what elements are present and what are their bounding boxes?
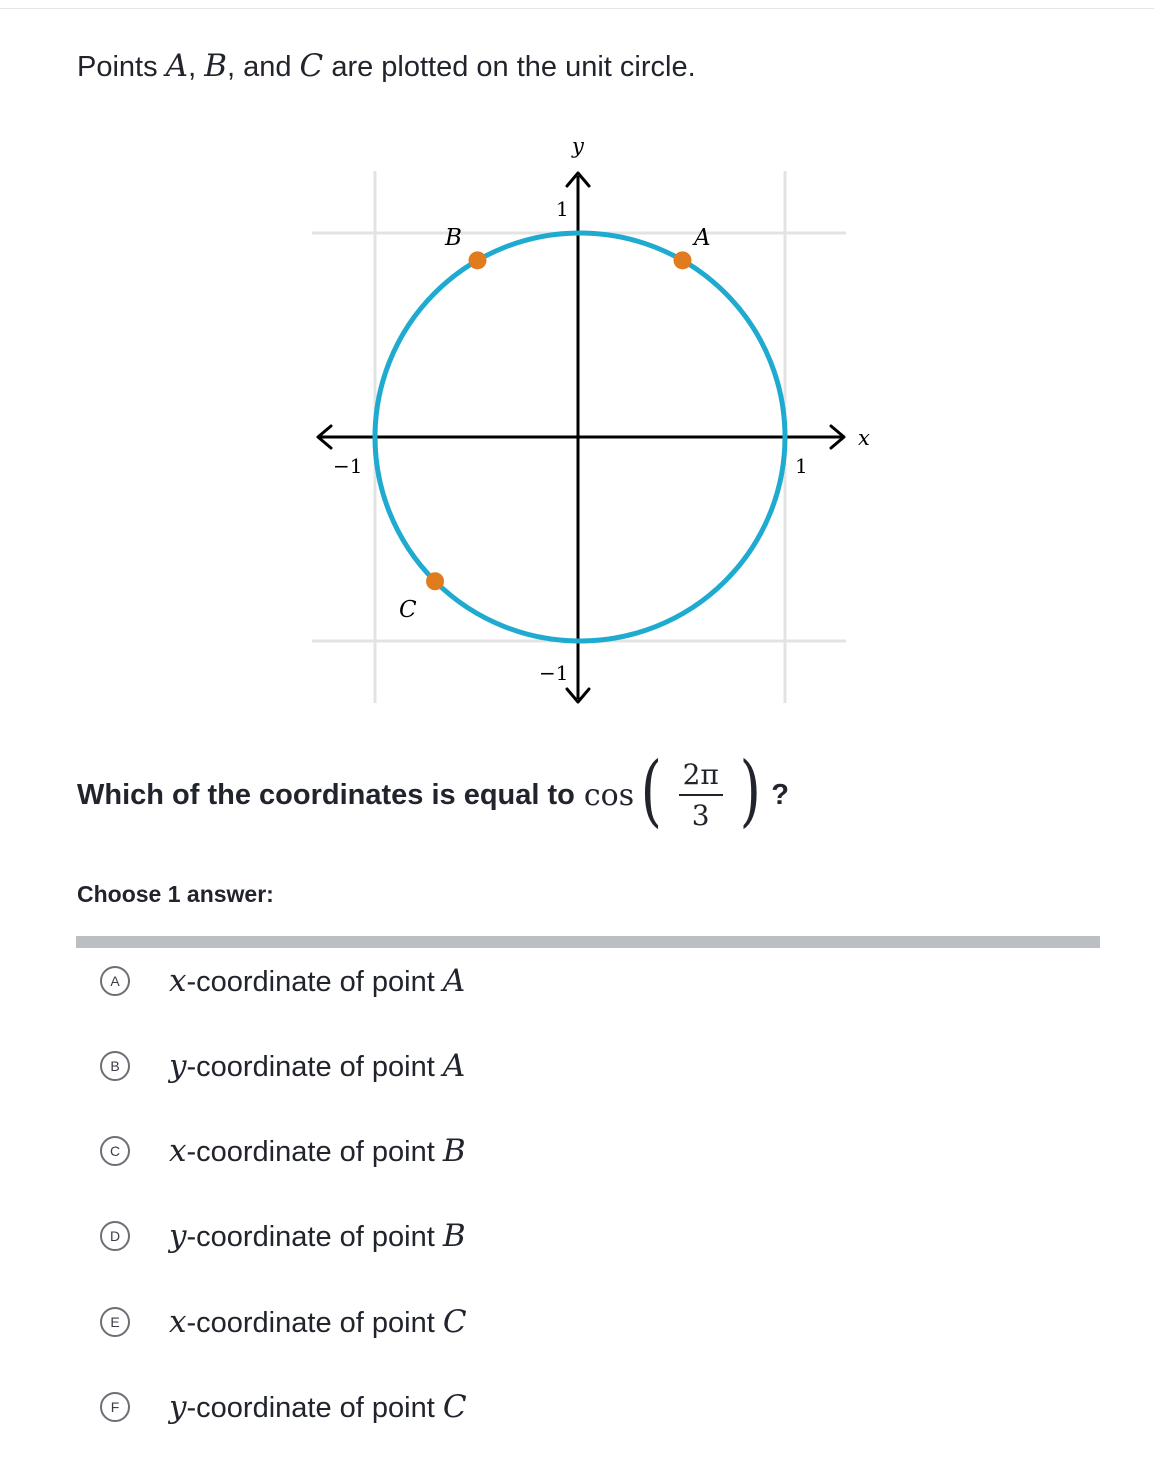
intro-text-part: are plotted on the unit circle. [323, 51, 696, 83]
choice-text [169, 963, 465, 999]
point-b-marker [469, 251, 487, 269]
choice-letter-badge: C [100, 1136, 130, 1166]
choice-label: -coordinate of point [186, 1221, 443, 1253]
choice-label: -coordinate of point [186, 1392, 443, 1424]
question-fraction [679, 758, 723, 832]
choice-letter-badge: A [100, 966, 130, 996]
choice-e[interactable] [100, 1302, 467, 1342]
choice-var: x [169, 1304, 187, 1340]
point-a-label: A [694, 225, 711, 251]
intro-point-b: B [204, 48, 227, 84]
tick-label-y-neg: −1 [539, 661, 569, 685]
choice-point: B [442, 1218, 466, 1254]
choice-var: x [169, 1133, 187, 1169]
question-prefix: Which of the coordinates is equal to [77, 778, 575, 811]
tick-label-x-pos: 1 [795, 454, 808, 478]
choice-var: x [169, 963, 187, 999]
choice-point: B [442, 1133, 466, 1169]
intro-text-part: Points [77, 51, 166, 83]
x-axis-label: x [858, 426, 870, 450]
choice-point: C [442, 1304, 467, 1340]
tick-label-x-neg: −1 [333, 454, 363, 478]
choice-label: -coordinate of point [186, 966, 443, 998]
choice-letter-badge: D [100, 1221, 130, 1251]
choice-a[interactable] [100, 961, 465, 1001]
choice-text [169, 1304, 467, 1340]
choice-c[interactable] [100, 1131, 466, 1171]
choice-letter-badge: B [100, 1051, 130, 1081]
left-paren: ( [640, 746, 663, 836]
tick-label-y-pos: 1 [556, 197, 569, 221]
question-function: cos [583, 777, 635, 813]
point-c-label: C [399, 597, 417, 623]
choice-text [169, 1389, 467, 1425]
choice-var: y [169, 1048, 187, 1084]
choice-text [169, 1048, 465, 1084]
choice-point: A [442, 963, 466, 999]
question-text [77, 745, 789, 845]
y-axis-label: y [572, 134, 584, 158]
choice-point: C [442, 1389, 467, 1425]
intro-point-c: C [299, 48, 324, 84]
intro-point-a: A [165, 48, 189, 84]
choice-f[interactable] [100, 1387, 467, 1427]
answers-divider [76, 936, 1100, 948]
fraction-numerator: 2π [679, 758, 723, 796]
choice-letter-badge: F [100, 1392, 130, 1422]
choice-var: y [169, 1389, 187, 1425]
choice-b[interactable] [100, 1046, 465, 1086]
question-mark: ? [771, 778, 789, 811]
point-c-marker [426, 572, 444, 590]
choice-label: -coordinate of point [186, 1051, 443, 1083]
choice-letter-badge: E [100, 1307, 130, 1337]
choice-label: -coordinate of point [186, 1136, 443, 1168]
choice-var: y [169, 1218, 187, 1254]
intro-text-part: , [188, 51, 205, 83]
right-paren: ) [739, 746, 761, 836]
choice-text [169, 1133, 466, 1169]
choice-d[interactable] [100, 1216, 466, 1256]
choose-label: Choose 1 answer: [77, 881, 274, 907]
intro-text-part: , and [226, 51, 300, 83]
choice-text [169, 1218, 466, 1254]
point-b-label: B [445, 225, 462, 251]
choice-point: A [442, 1048, 466, 1084]
fraction-denominator: 3 [691, 799, 710, 832]
choice-label: -coordinate of point [186, 1307, 443, 1339]
point-a-marker [674, 251, 692, 269]
unit-circle-graph [0, 0, 1154, 720]
